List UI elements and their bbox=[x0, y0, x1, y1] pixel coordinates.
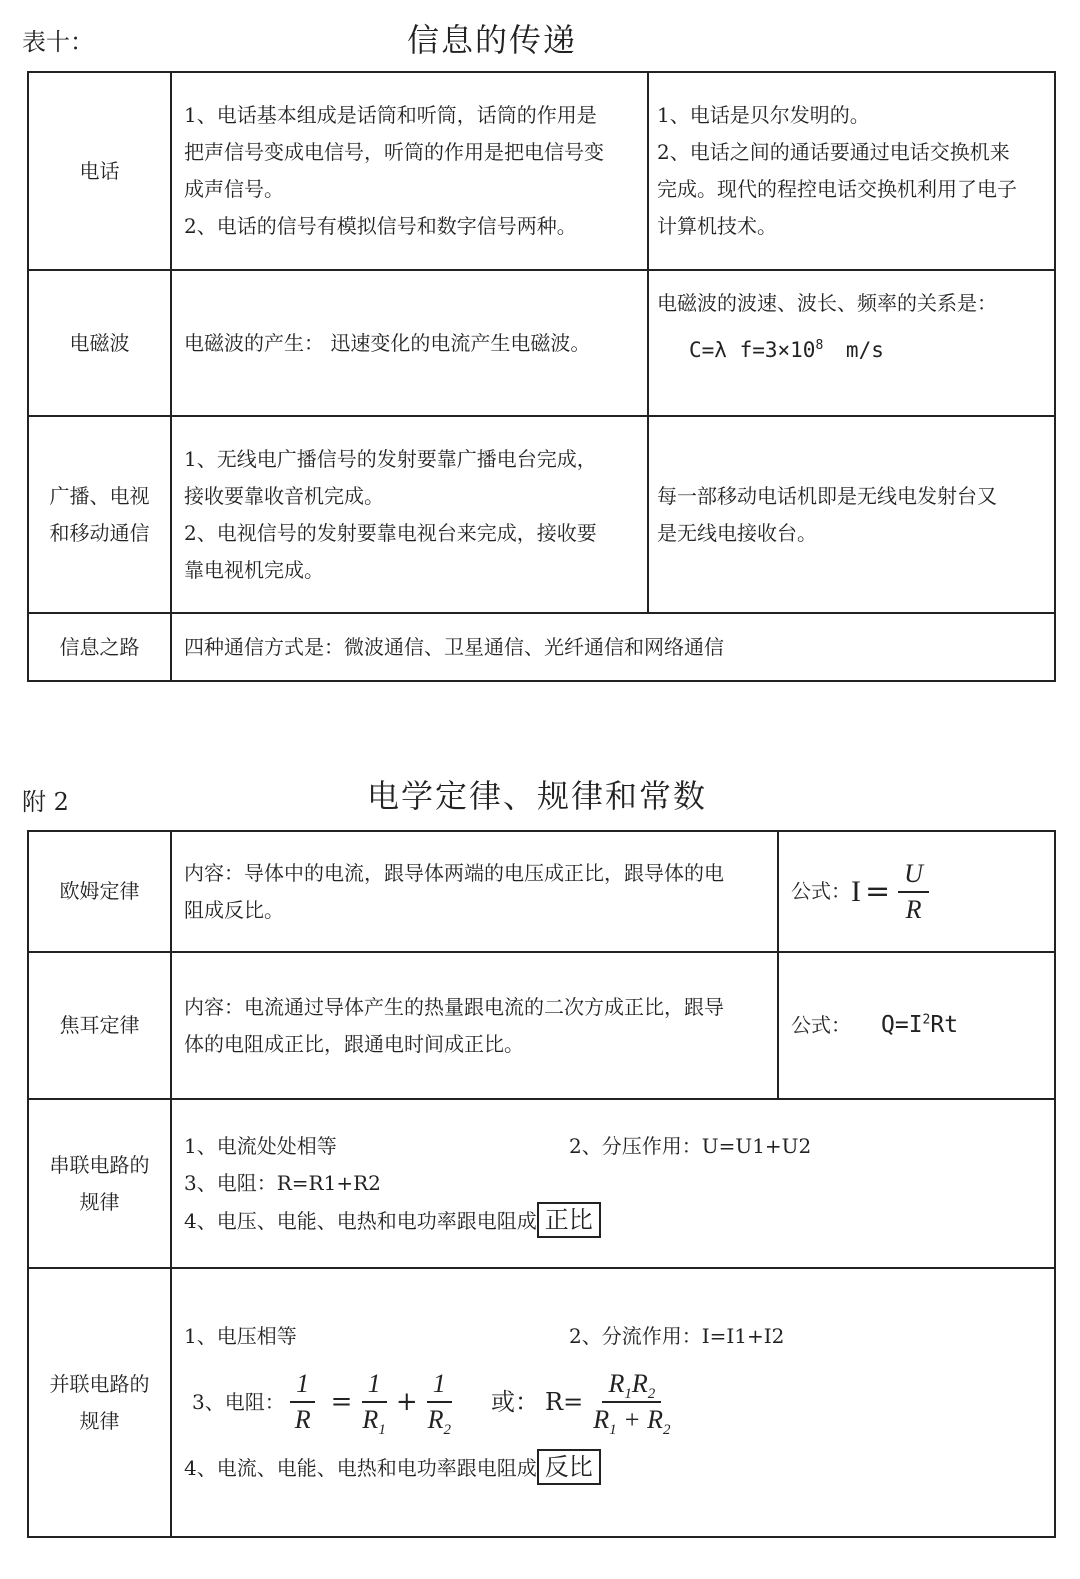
parallel-resistance-formula bbox=[192, 1367, 1042, 1437]
text-line: 2、电话的信号有模拟信号和数字信号两种。 bbox=[184, 214, 577, 238]
answer-box: 反比 bbox=[537, 1449, 601, 1485]
row-head-series bbox=[28, 1099, 171, 1268]
text-line: 每一部移动电话机即是无线电发射台又 bbox=[657, 483, 997, 508]
text-line: 并联电路的 bbox=[49, 1371, 150, 1396]
wave-formula bbox=[657, 332, 1042, 369]
formula-label: 公式： bbox=[791, 879, 851, 903]
text-line: 2、电视信号的发射要靠电视台来完成，接收要 bbox=[184, 520, 597, 545]
text-line: 1、电流处处相等 bbox=[184, 1133, 337, 1158]
row-head-parallel bbox=[28, 1268, 171, 1537]
cell-series-rules bbox=[171, 1099, 1055, 1268]
fraction-product-over-sum bbox=[587, 1367, 676, 1437]
fraction-denominator: $R_2$ bbox=[427, 1405, 451, 1439]
formula-exponent: 2 bbox=[922, 1012, 931, 1028]
table-row bbox=[28, 1099, 1055, 1268]
symbol-r: R bbox=[593, 1405, 610, 1434]
text-line: 成声信号。 bbox=[184, 177, 284, 201]
table-row bbox=[28, 613, 1055, 681]
text-line: 4、电流、电能、电热和电功率跟电阻成 bbox=[184, 1456, 537, 1480]
fraction-numerator: 1 bbox=[290, 1367, 315, 1403]
series-row-1 bbox=[184, 1128, 1042, 1165]
fraction-denominator: $R_1$ bbox=[362, 1405, 386, 1439]
text-line: 3、电阻： bbox=[192, 1389, 285, 1414]
cell-broadcast-details bbox=[171, 416, 648, 613]
text-line: 阻成反比。 bbox=[184, 897, 284, 922]
row-head-broadcast bbox=[28, 416, 171, 613]
formula-main: C=λ f=3×10 bbox=[689, 338, 816, 362]
text-line: 把声信号变成电信号，听筒的作用是把电信号变 bbox=[184, 140, 604, 164]
text-line: 靠电视机完成。 bbox=[184, 557, 324, 582]
text-line: 1、电话是贝尔发明的。 bbox=[657, 103, 870, 127]
formula-exponent: 8 bbox=[815, 338, 824, 353]
symbol-r: R bbox=[608, 1369, 625, 1398]
text-line: 电磁波的产生： 迅速变化的电流产生电磁波。 bbox=[184, 330, 591, 355]
section1-label: 表十： bbox=[22, 28, 94, 56]
symbol-r: R bbox=[362, 1405, 379, 1434]
formula-equals: = bbox=[865, 874, 891, 909]
fraction-denominator: R bbox=[905, 894, 922, 924]
section2-label: 附 2 bbox=[22, 788, 69, 816]
formula-label: 公式： bbox=[791, 1013, 851, 1037]
formula-or: 或： bbox=[491, 1387, 539, 1416]
formula-lhs: I bbox=[851, 875, 861, 908]
table-row bbox=[28, 831, 1055, 952]
joule-formula bbox=[881, 1007, 958, 1044]
text-line: 1、电话基本组成是话筒和听筒，话筒的作用是 bbox=[184, 103, 597, 127]
table-row bbox=[28, 1268, 1055, 1537]
row-head-info-road: 信息之路 bbox=[28, 613, 171, 681]
table-row bbox=[28, 72, 1055, 270]
formula-equals: = bbox=[330, 1386, 353, 1417]
text-line: 广播、电视 bbox=[49, 483, 150, 508]
text-line: 计算机技术。 bbox=[657, 214, 777, 238]
fraction-one-over-r1 bbox=[356, 1367, 391, 1437]
fraction-numerator: U bbox=[898, 857, 929, 893]
text-line: 1、电压相等 bbox=[184, 1324, 297, 1348]
symbol-r: R bbox=[631, 1369, 648, 1398]
text-line: 和移动通信 bbox=[49, 520, 150, 545]
cell-joule-content bbox=[171, 952, 778, 1099]
text-line: 接收要靠收音机完成。 bbox=[184, 483, 384, 508]
cell-parallel-rules bbox=[171, 1268, 1055, 1537]
symbol-r: R bbox=[647, 1405, 664, 1434]
row-head-em-wave: 电磁波 bbox=[28, 270, 171, 416]
formula-r-equals: R= bbox=[545, 1387, 584, 1416]
table-information-transfer bbox=[27, 71, 1056, 682]
text-line: 1、无线电广播信号的发射要靠广播电台完成， bbox=[184, 446, 597, 471]
text-line: 是无线电接收台。 bbox=[657, 520, 817, 545]
parallel-item-4 bbox=[184, 1449, 1042, 1487]
text-line: 体的电阻成正比，跟通电时间成正比。 bbox=[184, 1031, 524, 1056]
fraction-denominator: R bbox=[294, 1405, 311, 1434]
text-line: 2、分流作用：I=I1+I2 bbox=[569, 1324, 785, 1348]
formula-main: Q=I bbox=[881, 1012, 923, 1038]
formula-plus: + bbox=[623, 1405, 641, 1434]
fraction-numerator: 1 bbox=[427, 1367, 452, 1403]
cell-communication-methods bbox=[171, 613, 1055, 681]
cell-em-wave-relation bbox=[648, 270, 1055, 416]
row-head-joule: 焦耳定律 bbox=[28, 952, 171, 1099]
table-row bbox=[28, 270, 1055, 416]
row-head-ohm: 欧姆定律 bbox=[28, 831, 171, 952]
table-row bbox=[28, 952, 1055, 1099]
text-line: 内容：导体中的电流，跟导体两端的电压成正比，跟导体的电 bbox=[184, 860, 724, 885]
formula-tail: Rt bbox=[930, 1012, 959, 1038]
symbol-r: R bbox=[427, 1405, 444, 1434]
cell-mobile-phone bbox=[648, 416, 1055, 613]
fraction-numerator: $R_1R_2$ bbox=[602, 1367, 661, 1403]
parallel-row-1 bbox=[184, 1318, 1042, 1355]
table-row bbox=[28, 416, 1055, 613]
text-line: 2、分压作用：U=U1+U2 bbox=[569, 1133, 812, 1158]
cell-joule-formula bbox=[778, 952, 1055, 1099]
text-line: 电磁波的波速、波长、频率的关系是： bbox=[657, 291, 997, 315]
text-line: 4、电压、电能、电热和电功率跟电阻成 bbox=[184, 1208, 537, 1233]
formula-unit: m/s bbox=[845, 338, 884, 362]
cell-telephone-components bbox=[171, 72, 648, 270]
answer-box: 正比 bbox=[537, 1202, 601, 1238]
text-line: 规律 bbox=[79, 1408, 120, 1433]
fraction-u-over-r bbox=[898, 857, 929, 927]
cell-ohm-formula bbox=[778, 831, 1055, 952]
text-line: 内容：电流通过导体产生的热量跟电流的二次方成正比，跟导 bbox=[184, 994, 724, 1019]
fraction-one-over-r bbox=[289, 1367, 317, 1437]
fraction-one-over-r2 bbox=[422, 1367, 457, 1437]
text-line: 2、电话之间的通话要通过电话交换机来 bbox=[657, 140, 1010, 164]
text-line: 3、电阻：R=R1+R2 bbox=[184, 1170, 381, 1195]
text-line: 规律 bbox=[79, 1189, 120, 1214]
cell-em-wave-origin bbox=[171, 270, 648, 416]
cell-ohm-content bbox=[171, 831, 778, 952]
table-electrical-laws bbox=[27, 830, 1056, 1538]
series-item-4 bbox=[184, 1202, 1042, 1240]
section1-title: 信息的传递 bbox=[407, 21, 578, 59]
text-line: 四种通信方式是：微波通信、卫星通信、光纤通信和网络通信 bbox=[184, 634, 724, 659]
formula-plus: + bbox=[395, 1386, 418, 1417]
section2-title: 电学定律、规律和常数 bbox=[367, 777, 708, 815]
fraction-denominator: $R_1 + R_2$ bbox=[593, 1405, 671, 1439]
text-line: 完成。现代的程控电话交换机利用了电子 bbox=[657, 177, 1017, 201]
text-line: 串联电路的 bbox=[49, 1152, 150, 1177]
row-head-telephone: 电话 bbox=[28, 72, 171, 270]
cell-telephone-notes bbox=[648, 72, 1055, 270]
fraction-numerator: 1 bbox=[362, 1367, 387, 1403]
